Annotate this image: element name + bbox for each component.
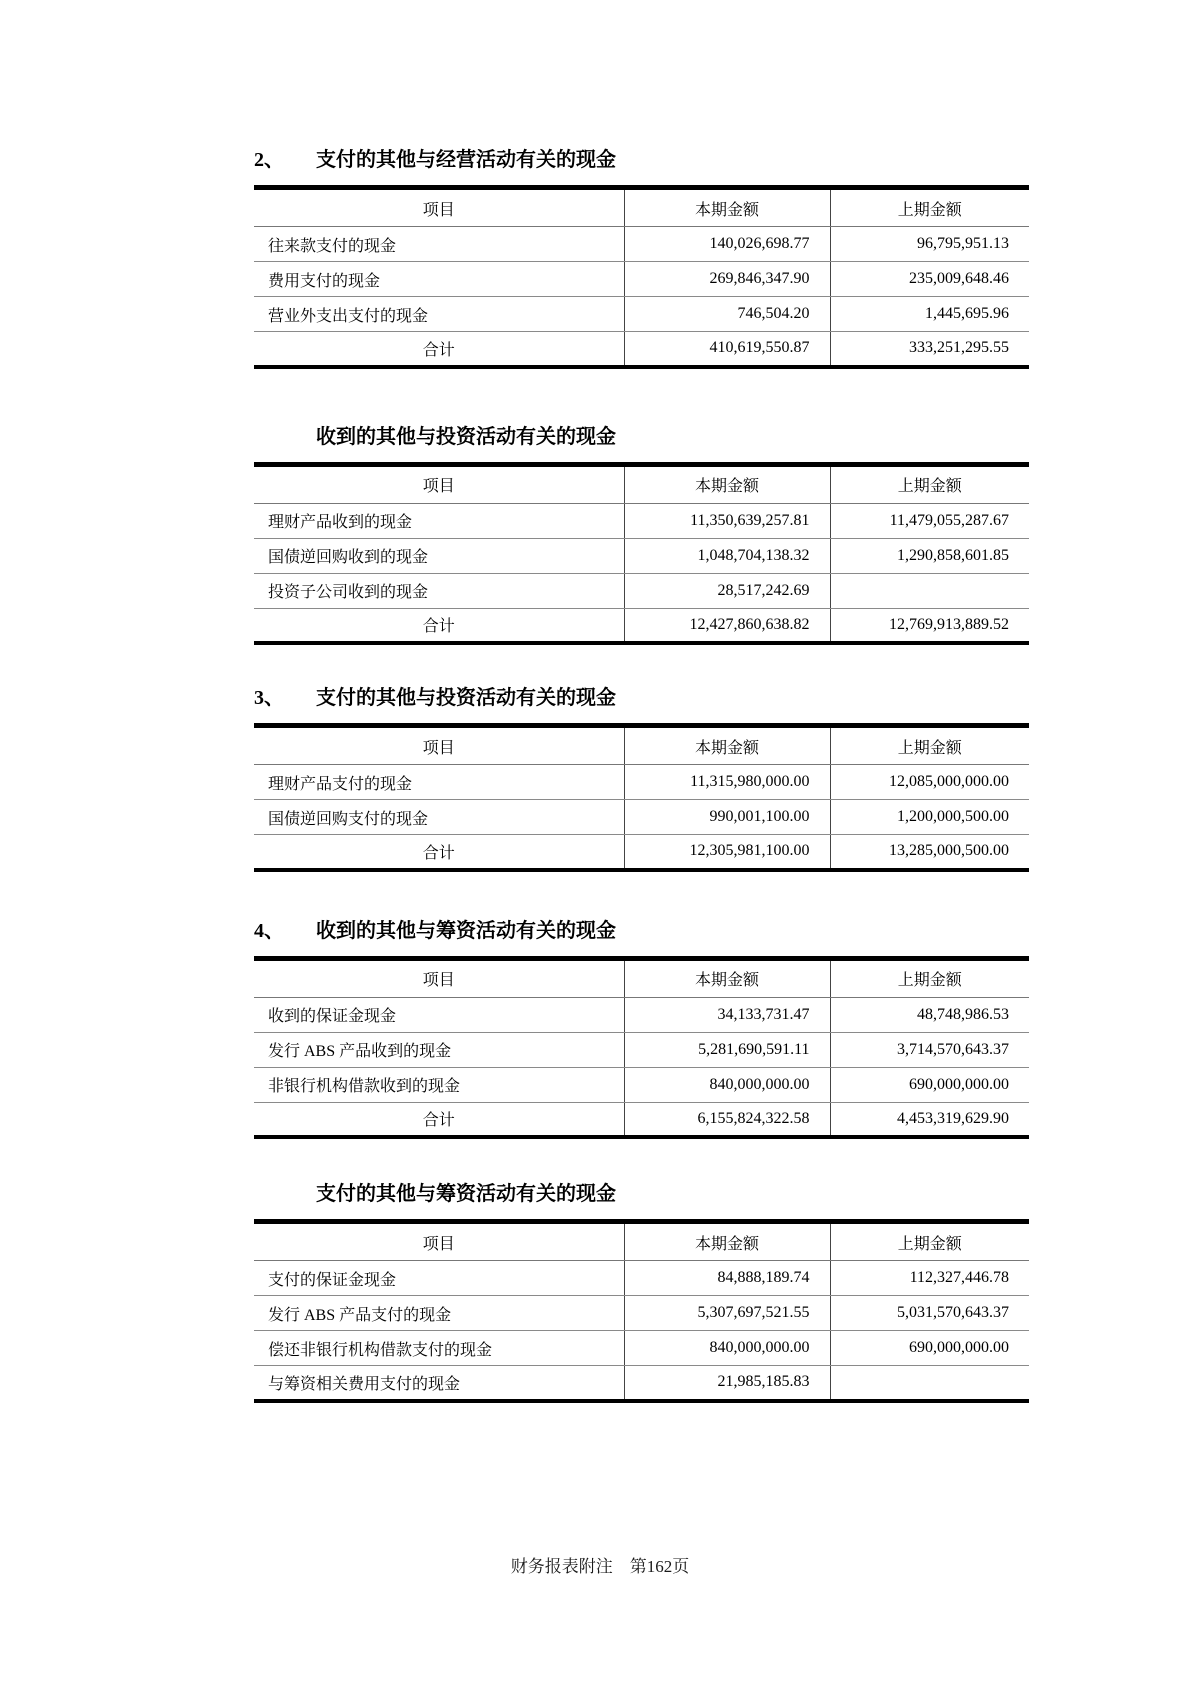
col-header-prior: 上期金额 [830,958,1029,997]
row-prior-value: 4,453,319,629.90 [830,1102,1029,1137]
col-header-item: 项目 [254,958,624,997]
row-prior-value [830,1366,1029,1401]
table-row [254,765,1029,800]
row-label: 理财产品收到的现金 [254,503,624,538]
row-label: 国债逆回购支付的现金 [254,800,624,835]
row-prior-value: 12,085,000,000.00 [830,765,1029,800]
col-header-prior: 上期金额 [830,464,1029,503]
col-header-current: 本期金额 [624,1222,830,1261]
row-prior-value: 48,748,986.53 [830,997,1029,1032]
row-prior-value: 1,200,000,500.00 [830,800,1029,835]
col-header-current: 本期金额 [624,464,830,503]
row-prior-value: 11,479,055,287.67 [830,503,1029,538]
row-current-value: 11,315,980,000.00 [624,765,830,800]
section-heading-investing-received [254,424,1029,450]
page-content [254,0,1029,1403]
col-header-item: 项目 [254,1222,624,1261]
total-row [254,332,1029,367]
row-label: 费用支付的现金 [254,262,624,297]
row-label: 合计 [422,618,455,636]
row-label: 支付的保证金现金 [254,1261,624,1296]
row-current-value: 21,985,185.83 [624,1366,830,1401]
row-current-value: 11,350,639,257.81 [624,503,830,538]
row-current-value: 6,155,824,322.58 [624,1102,830,1137]
row-label: 国债逆回购收到的现金 [254,538,624,573]
table-row [254,503,1029,538]
row-current-value: 5,281,690,591.11 [624,1032,830,1067]
section-title: 收到的其他与投资活动有关的现金 [316,425,616,448]
row-current-value: 34,133,731.47 [624,997,830,1032]
section-number: 2、 [254,149,284,171]
row-prior-value: 1,445,695.96 [830,297,1029,332]
page-footer: 财务报表附注 第162页 [510,1557,690,1576]
header-row [254,726,1029,765]
table-other-financing-cash-paid [254,1219,1029,1403]
row-label: 与筹资相关费用支付的现金 [268,1375,461,1393]
row-current-value: 269,846,347.90 [624,262,830,297]
table-row [254,997,1029,1032]
table-row [254,1032,1029,1067]
table-row [254,262,1029,297]
row-prior-value: 3,714,570,643.37 [830,1032,1029,1067]
row-label: 合计 [422,844,455,862]
total-row [254,608,1029,643]
section-title: 支付的其他与投资活动有关的现金 [316,687,616,709]
row-current-value: 12,427,860,638.82 [624,608,830,643]
row-prior-value: 690,000,000.00 [830,1067,1029,1102]
row-prior-value: 690,000,000.00 [830,1331,1029,1366]
col-header-prior: 上期金额 [830,726,1029,765]
row-label: 合计 [422,341,455,359]
table-row [254,800,1029,835]
table-row [254,1366,1029,1401]
row-prior-value: 333,251,295.55 [830,332,1029,367]
row-prior-value: 12,769,913,889.52 [830,608,1029,643]
total-row [254,835,1029,870]
table-row [254,227,1029,262]
row-label: 偿还非银行机构借款支付的现金 [254,1331,624,1366]
row-prior-value: 1,290,858,601.85 [830,538,1029,573]
table-row [254,1296,1029,1331]
section-title: 支付的其他与经营活动有关的现金 [316,149,616,171]
table-other-investing-cash-received [254,462,1029,646]
row-label: 收到的保证金现金 [254,997,624,1032]
row-current-value: 140,026,698.77 [624,227,830,262]
row-prior-value: 235,009,648.46 [830,262,1029,297]
col-header-current: 本期金额 [624,188,830,227]
total-row [254,1102,1029,1137]
row-prior-value: 112,327,446.78 [830,1261,1029,1296]
row-current-value: 84,888,189.74 [624,1261,830,1296]
table-other-financing-cash-received [254,956,1029,1140]
row-current-value: 410,619,550.87 [624,332,830,367]
section-heading-2 [254,147,1029,173]
row-label: 往来款支付的现金 [254,227,624,262]
header-row [254,464,1029,503]
table-row [254,1261,1029,1296]
header-row [254,958,1029,997]
row-prior-value: 5,031,570,643.37 [830,1296,1029,1331]
table-row [254,1067,1029,1102]
section-title: 支付的其他与筹资活动有关的现金 [316,1183,616,1205]
table-row [254,297,1029,332]
row-label: 投资子公司收到的现金 [254,573,624,608]
col-header-prior: 上期金额 [830,188,1029,227]
table-other-operating-cash-paid [254,185,1029,369]
section-heading-4 [254,918,1029,944]
section-number: 4、 [254,919,284,942]
table-row [254,538,1029,573]
row-label: 理财产品支付的现金 [254,765,624,800]
row-current-value: 990,001,100.00 [624,800,830,835]
col-header-item: 项目 [254,726,624,765]
col-header-current: 本期金额 [624,958,830,997]
row-current-value: 746,504.20 [624,297,830,332]
row-current-value: 840,000,000.00 [624,1067,830,1102]
row-label: 非银行机构借款收到的现金 [254,1067,624,1102]
row-label: 营业外支出支付的现金 [254,297,624,332]
row-current-value: 28,517,242.69 [624,573,830,608]
row-current-value: 12,305,981,100.00 [624,835,830,870]
row-label: 合计 [422,1112,455,1130]
section-number: 3、 [254,687,284,709]
section-heading-3 [254,685,1029,711]
row-current-value: 840,000,000.00 [624,1331,830,1366]
row-prior-value [830,573,1029,608]
header-row [254,188,1029,227]
table-row [254,573,1029,608]
row-label: 发行 ABS 产品收到的现金 [254,1032,624,1067]
row-current-value: 5,307,697,521.55 [624,1296,830,1331]
section-heading-financing-paid [254,1181,1029,1207]
row-prior-value: 13,285,000,500.00 [830,835,1029,870]
col-header-prior: 上期金额 [830,1222,1029,1261]
section-title: 收到的其他与筹资活动有关的现金 [316,919,616,942]
col-header-item: 项目 [254,188,624,227]
col-header-item: 项目 [254,464,624,503]
row-label: 发行 ABS 产品支付的现金 [254,1296,624,1331]
row-prior-value: 96,795,951.13 [830,227,1029,262]
table-row [254,1331,1029,1366]
table-other-investing-cash-paid [254,723,1029,872]
header-row [254,1222,1029,1261]
row-current-value: 1,048,704,138.32 [624,538,830,573]
col-header-current: 本期金额 [624,726,830,765]
